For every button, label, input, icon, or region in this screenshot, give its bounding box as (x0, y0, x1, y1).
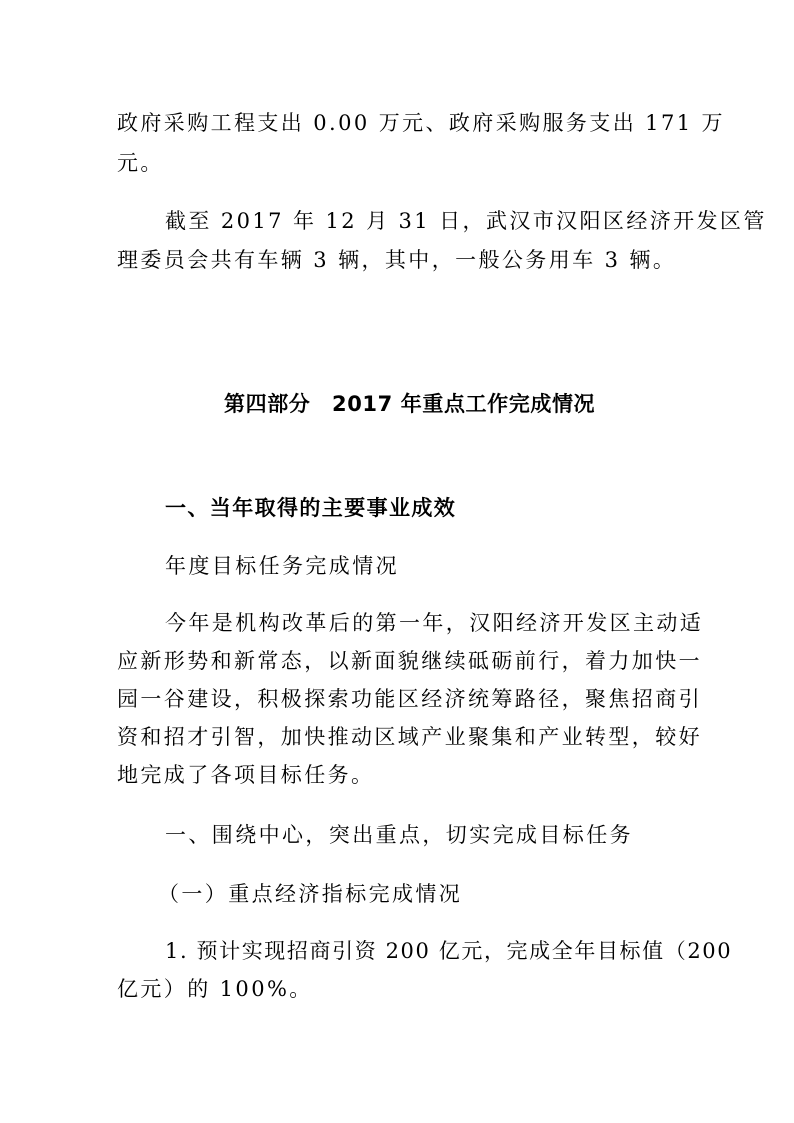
text-line: 1. 预计实现招商引资 200 亿元，完成全年目标值（200 (165, 939, 733, 963)
text-line: 资和招才引智，加快推动区域产业聚集和产业转型，较好 (117, 725, 702, 749)
section-heading: 一、当年取得的主要事业成效 (165, 496, 457, 520)
sub-item-heading: （一）重点经济指标完成情况 (158, 882, 463, 906)
text-line: 亿元）的 100%。 (117, 977, 313, 1001)
text-line: 政府采购工程支出 0.00 万元、政府采购服务支出 171 万 (117, 111, 725, 135)
text-line: 理委员会共有车辆 3 辆，其中，一般公务用车 3 辆。 (117, 248, 677, 272)
text-line: 元。 (117, 151, 164, 175)
part-heading: 第四部分 2017 年重点工作完成情况 (224, 392, 596, 416)
subheading: 年度目标任务完成情况 (165, 554, 399, 578)
text-line: 应新形势和新常态，以新面貌继续砥砺前行，着力加快一 (117, 649, 702, 673)
text-line: 今年是机构改革后的第一年，汉阳经济开发区主动适 (165, 611, 704, 635)
text-line: 园一谷建设，积极探索功能区经济统筹路径，聚焦招商引 (117, 687, 702, 711)
text-line: 截至 2017 年 12 月 31 日，武汉市汉阳区经济开发区管 (165, 209, 767, 233)
item-heading: 一、围绕中心，突出重点，切实完成目标任务 (165, 823, 633, 847)
text-line: 地完成了各项目标任务。 (117, 763, 375, 787)
